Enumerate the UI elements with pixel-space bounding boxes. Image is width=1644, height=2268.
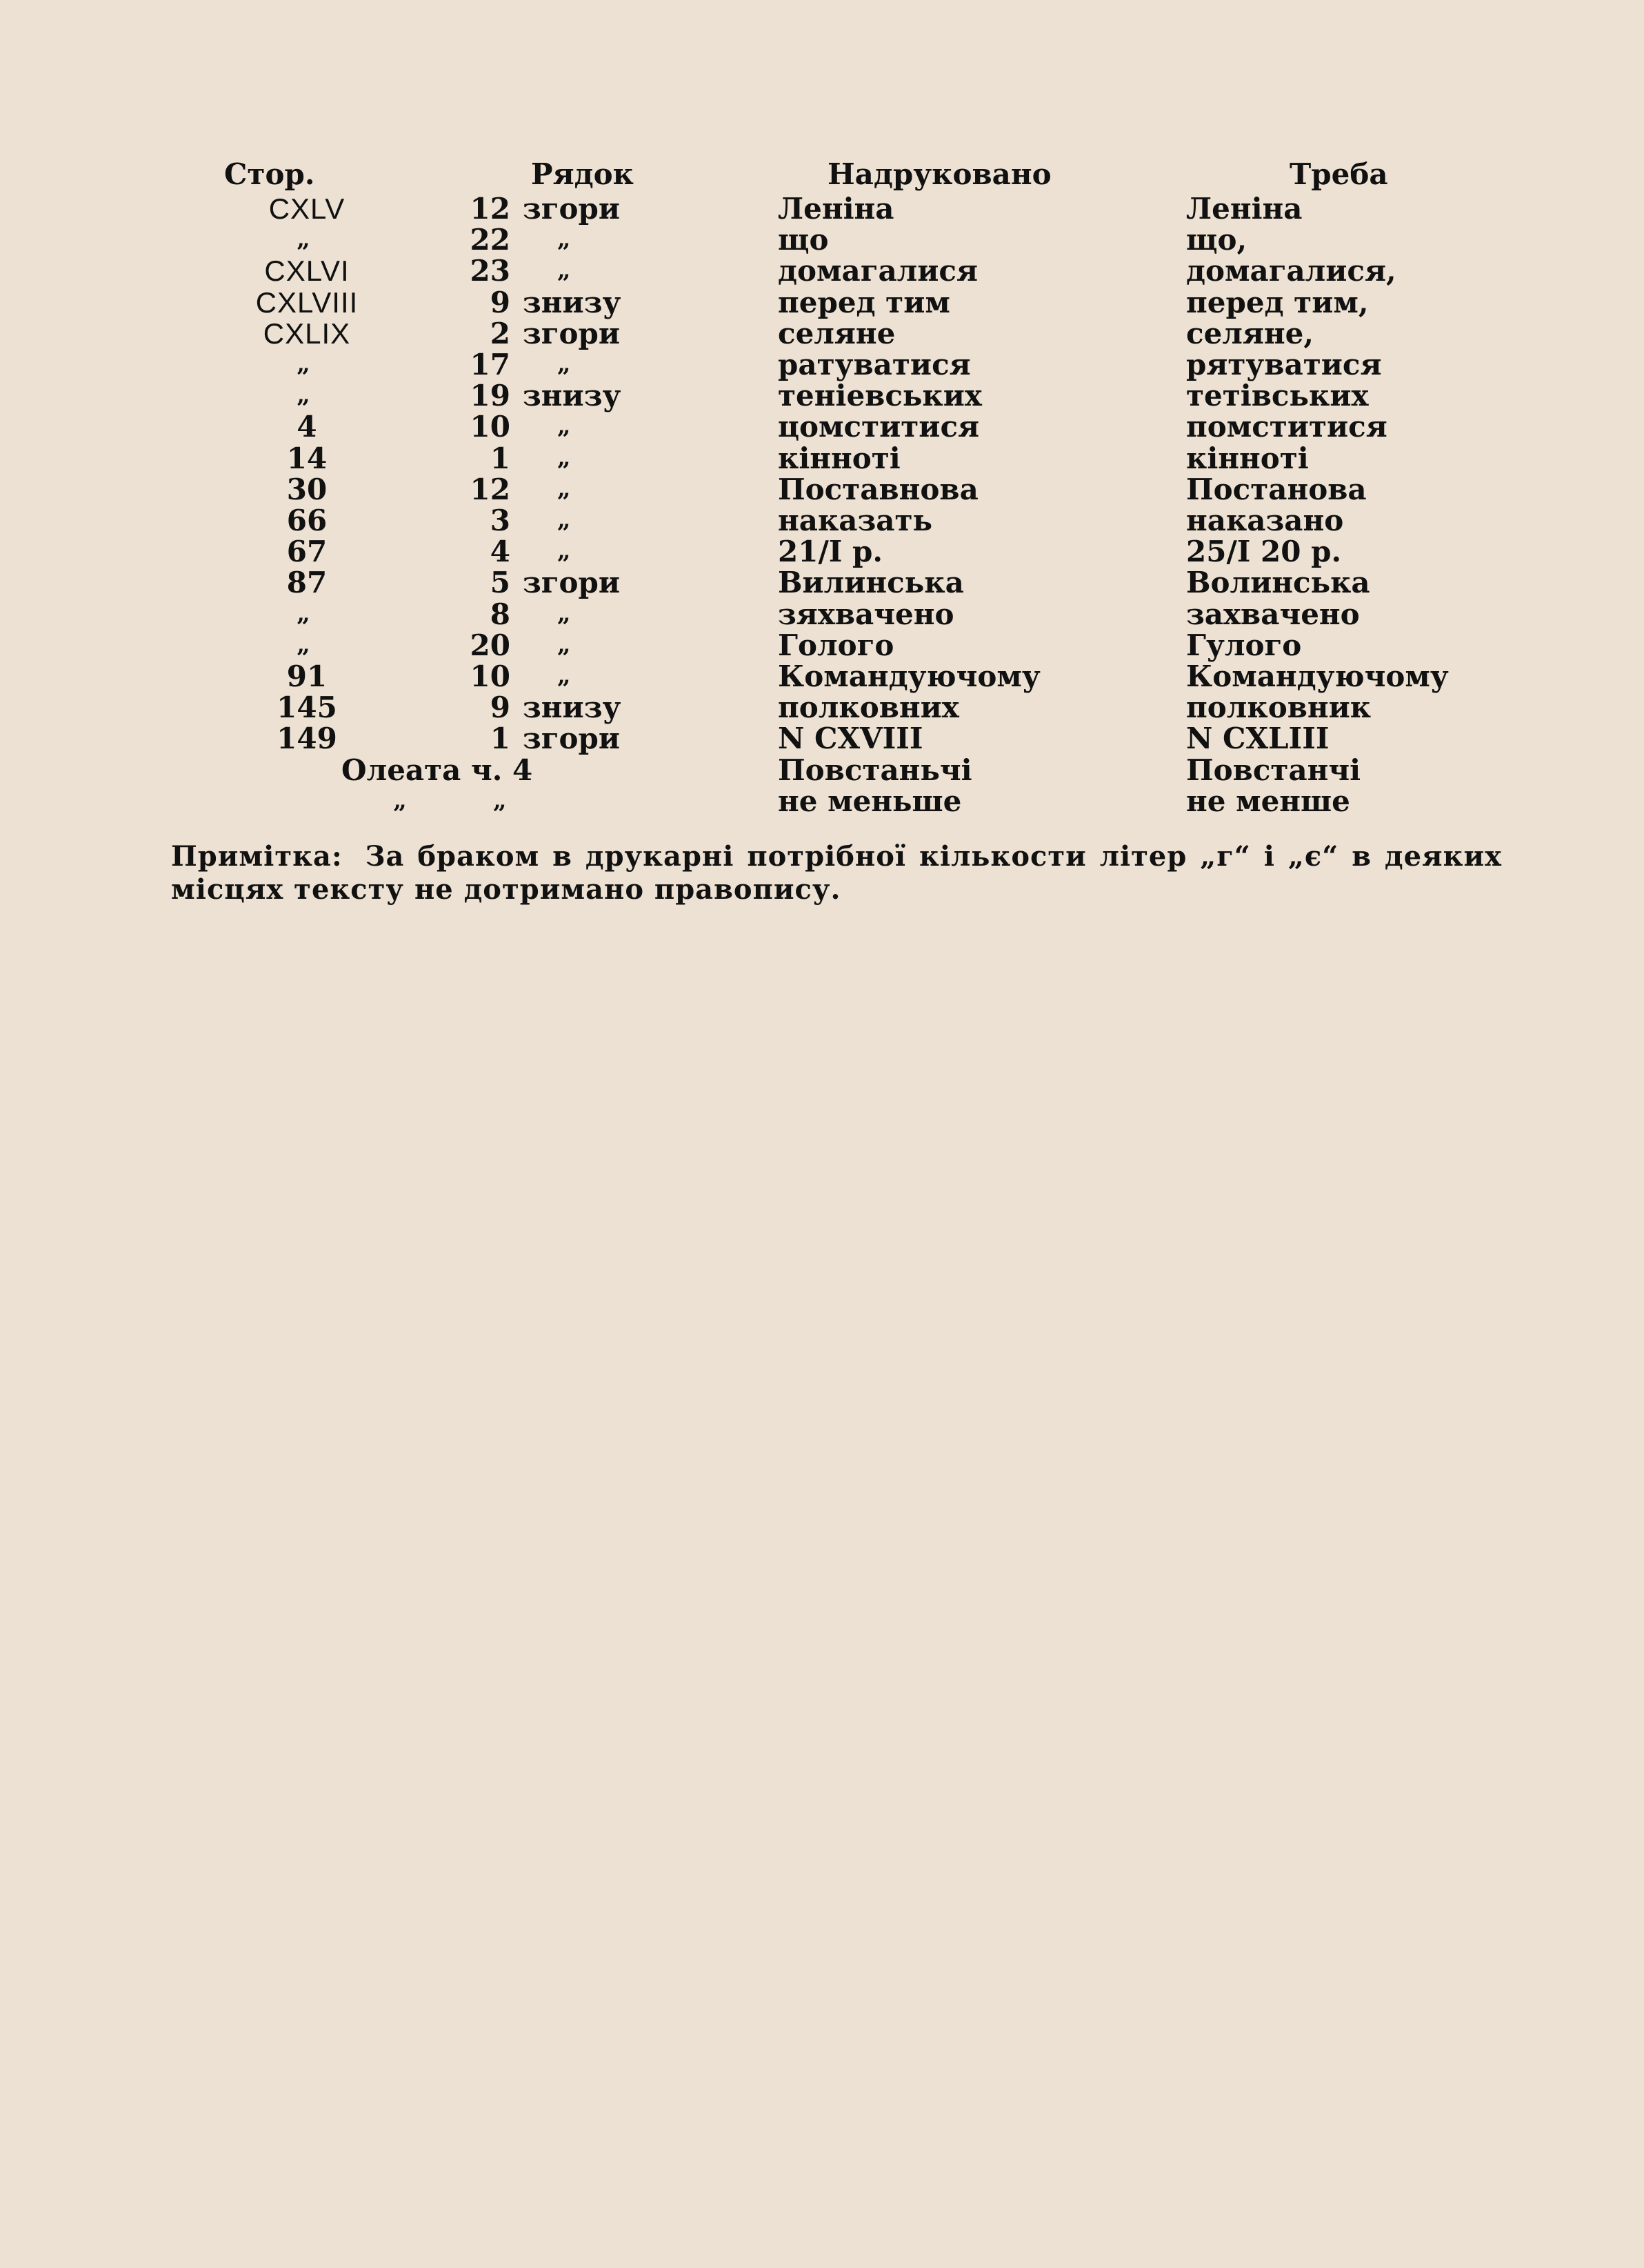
row-page: CXLVIII (255, 286, 359, 319)
row-page: 67 (286, 535, 328, 569)
row-page: 149 (277, 722, 337, 756)
row-line-position: „ (493, 786, 507, 815)
row-printed: зяхвачено (778, 597, 954, 631)
row-line-number: 12 (470, 472, 510, 506)
errata-row (0, 786, 1644, 817)
row-printed: теніевських (778, 379, 982, 413)
row-line-position: згори (523, 722, 621, 756)
row-page: „ (393, 786, 407, 815)
row-line-number: 19 (470, 379, 510, 413)
row-printed: що (778, 223, 829, 257)
row-line-number: 10 (470, 410, 510, 444)
errata-row (0, 692, 1644, 723)
row-printed: перед тим (778, 285, 950, 319)
row-correct: тетівських (1186, 379, 1369, 413)
footnote-text: За браком в друкарні потрібної кількости літер „г“ і „є“ в деяких місцях тексту не дотримано правопису. (171, 840, 1502, 906)
footnote (171, 840, 1502, 906)
row-line-position: „ (557, 630, 571, 659)
row-printed: Голого (778, 628, 894, 662)
row-printed: Вилинська (778, 566, 964, 600)
row-line-number: 9 (490, 285, 510, 319)
row-line-position: згори (523, 566, 621, 600)
row-correct: Волинська (1186, 566, 1370, 600)
errata-row (0, 255, 1644, 286)
row-page: CXLV (268, 192, 345, 225)
header-correct: Треба (1290, 157, 1388, 191)
row-line-number: 5 (490, 566, 510, 600)
row-line-number: 9 (490, 690, 510, 725)
row-line-number: 10 (470, 659, 510, 693)
errata-row (0, 224, 1644, 255)
row-line-number: 3 (490, 504, 510, 537)
row-page: 14 (286, 441, 328, 475)
errata-row (0, 599, 1644, 630)
row-page: CXLVI (264, 255, 350, 288)
row-page: „ (297, 630, 310, 659)
row-printed: Повстаньчі (778, 753, 972, 787)
row-line-number: 17 (470, 348, 510, 381)
row-line-position: знизу (523, 285, 621, 319)
row-line-position: „ (557, 537, 571, 566)
row-line-number: 12 (470, 192, 510, 226)
row-correct: домагалися, (1186, 254, 1396, 288)
row-printed: полковних (778, 690, 959, 725)
row-page: „ (297, 226, 310, 254)
row-correct: наказано (1186, 504, 1344, 537)
row-line-position: „ (557, 444, 571, 472)
row-correct: Постанова (1186, 472, 1367, 506)
row-printed: кінноті (778, 441, 901, 475)
row-page: 91 (286, 659, 328, 693)
errata-row (0, 474, 1644, 505)
errata-row (0, 536, 1644, 567)
row-printed: 21/I р. (778, 535, 883, 569)
errata-row (0, 755, 1644, 786)
row-correct: 25/I 20 р. (1186, 535, 1342, 569)
row-correct: полковник (1186, 690, 1372, 725)
errata-row (0, 630, 1644, 661)
row-line-position: „ (557, 506, 571, 534)
row-line-position: знизу (523, 690, 621, 725)
row-printed: наказать (778, 504, 933, 537)
row-line-position: „ (557, 226, 571, 254)
row-page-full: Олеата ч. 4 (341, 753, 533, 787)
row-printed: не меньше (778, 784, 962, 818)
errata-row (0, 318, 1644, 349)
row-printed: N CXVIII (778, 722, 923, 756)
row-page: 145 (277, 690, 337, 725)
row-page: „ (297, 381, 310, 410)
row-line-number: 20 (470, 628, 510, 662)
row-correct: селяне, (1186, 316, 1314, 350)
row-printed: Поставнова (778, 472, 979, 506)
row-line-number: 4 (490, 535, 510, 569)
row-line-position: „ (557, 350, 571, 378)
header-line: Рядок (531, 157, 634, 191)
row-page: 66 (286, 504, 328, 537)
row-page: 87 (286, 566, 328, 600)
row-line-position: „ (557, 257, 571, 285)
row-correct: перед тим, (1186, 285, 1369, 319)
row-printed: Командуючому (778, 659, 1041, 693)
row-correct: що, (1186, 223, 1247, 257)
row-page: 30 (286, 472, 328, 506)
row-printed: домагалися (778, 254, 979, 288)
row-line-number: 23 (470, 254, 510, 288)
row-line-number: 1 (490, 441, 510, 475)
row-page: „ (297, 350, 310, 378)
row-correct: кінноті (1186, 441, 1309, 475)
row-printed: цомститися (778, 410, 980, 444)
errata-row (0, 505, 1644, 536)
row-correct: захвачено (1186, 597, 1360, 631)
row-line-position: „ (557, 662, 571, 690)
row-line-position: згори (523, 316, 621, 350)
row-printed: Леніна (778, 192, 894, 226)
errata-row (0, 411, 1644, 442)
row-line-position: „ (557, 412, 571, 441)
row-line-position: „ (557, 475, 571, 503)
row-correct: Гулого (1186, 628, 1302, 662)
row-line-number: 8 (490, 597, 510, 631)
row-page: CXLIX (263, 317, 351, 350)
errata-row (0, 193, 1644, 224)
footnote-label: Примітка: (171, 840, 343, 873)
row-line-number: 1 (490, 722, 510, 756)
header-page: Стор. (224, 157, 315, 191)
row-line-number: 2 (490, 316, 510, 350)
row-correct: помститися (1186, 410, 1387, 444)
errata-row (0, 723, 1644, 754)
errata-row (0, 380, 1644, 411)
row-printed: ратуватися (778, 348, 971, 381)
row-line-position: „ (557, 599, 571, 628)
row-correct: N CXLIII (1186, 722, 1330, 756)
row-page: „ (297, 599, 310, 628)
row-correct: Повстанчі (1186, 753, 1361, 787)
row-printed: селяне (778, 316, 896, 350)
errata-row (0, 349, 1644, 380)
row-correct: рятуватися (1186, 348, 1382, 381)
row-line-position: знизу (523, 379, 621, 413)
row-correct: Командуючому (1186, 659, 1449, 693)
row-line-position: згори (523, 192, 621, 226)
row-page: 4 (297, 410, 317, 444)
header-printed: Надруковано (828, 157, 1052, 191)
errata-row (0, 287, 1644, 318)
row-correct: не менше (1186, 784, 1350, 818)
errata-row (0, 567, 1644, 598)
errata-row (0, 661, 1644, 692)
errata-row (0, 443, 1644, 474)
row-correct: Леніна (1186, 192, 1303, 226)
row-line-number: 22 (470, 223, 510, 257)
